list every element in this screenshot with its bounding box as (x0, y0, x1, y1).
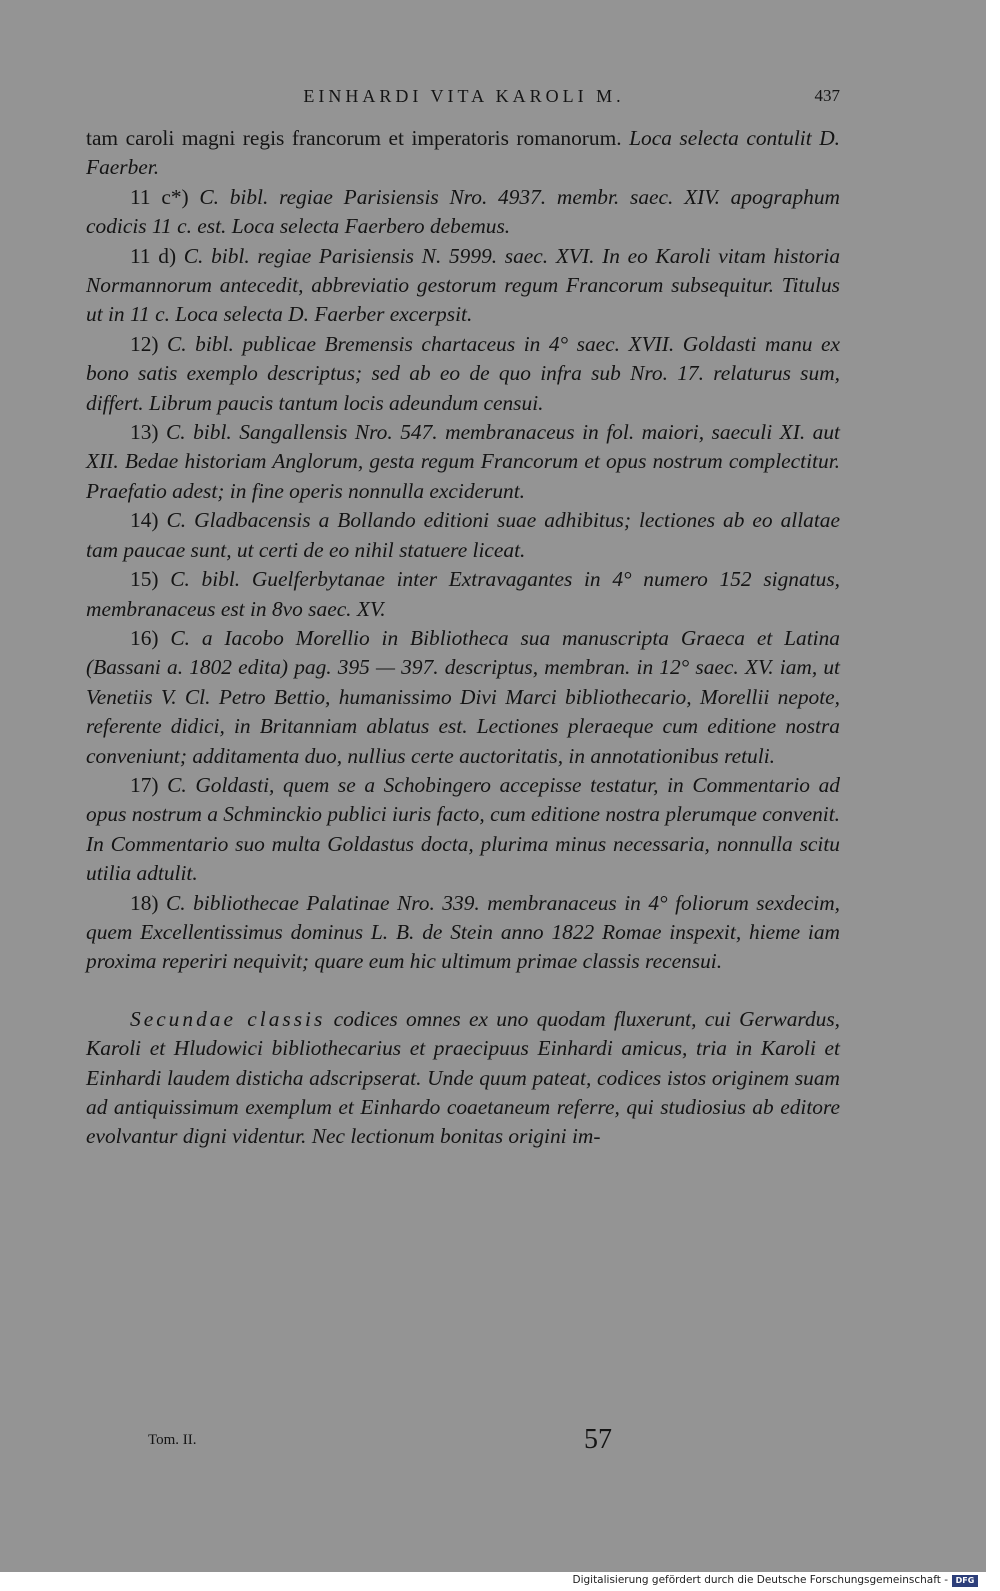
paragraph-italic: C. bibl. publicae Bremensis chartaceus in 4° saec. XVII. Goldasti manu ex bono satis exemplo descriptus; sed ab eo de quo infra sub Nro. 17. relaturus sum, differt. Librum paucis tantum locis adeundum censui. (86, 331, 840, 415)
paragraph-upright: 12) (130, 331, 159, 356)
page-number: 437 (814, 86, 840, 105)
paragraph-italic: C. bibl. Sangallensis Nro. 547. membranaceus in fol. maiori, saeculi XI. aut XII. Bedae historiam Anglorum, gesta regum Francorum et opus nostrum complectitur. Praefatio adest; in fine operis nonnulla exciderunt. (86, 420, 840, 503)
paragraph-italic: C. bibl. regiae Parisiensis Nro. 4937. membr. saec. XIV. apographum codicis 11 c. est. Loca selecta Faerbero debemus. (86, 184, 840, 239)
paragraph (86, 242, 840, 330)
page-footer (88, 1424, 840, 1464)
paragraph-upright: 17) (130, 772, 159, 797)
paragraph (86, 330, 840, 418)
section-gap (86, 977, 840, 1005)
digitization-bar (0, 1572, 1000, 1591)
paragraph (86, 771, 840, 889)
running-title: EINHARDI VITA KAROLI M. (303, 86, 625, 106)
section-heading-words: Secundae classis (130, 1006, 326, 1031)
body-text (86, 124, 840, 1152)
dfg-logo-icon: DFG (952, 1575, 978, 1587)
paragraph (86, 889, 840, 977)
paragraph (86, 565, 840, 624)
paragraph-italic: C. bibliothecae Palatinae Nro. 339. membranaceus in 4° foliorum sexdecim, quem Excellentissimus dominus L. B. de Stein anno 1822 Romae inspexit, hieme iam proxima reperiri nequivit; quare eum hic ultimum primae classis recensui. (86, 890, 840, 974)
paragraph-italic: Loca selecta contulit D. Faerber. (86, 126, 840, 180)
paragraph-italic: C. Gladbacensis a Bollando editioni suae adhibitus; lectiones ab eo allatae tam paucae sunt, ut certi de eo nihil statuere liceat. (86, 508, 840, 562)
paragraph-upright: 16) (130, 625, 159, 650)
paragraph-upright: 14) (130, 508, 159, 533)
signature-mark: 57 (584, 1424, 612, 1455)
paragraph-upright: 13) (130, 420, 159, 445)
page-header (88, 86, 840, 110)
paragraph-italic: C. bibl. regiae Parisiensis N. 5999. saec. XVI. In eo Karoli vitam historia Normannorum antecedit, abbreviatio gestorum regum Francorum subsequitur. Titulus ut in 11 c. Loca selecta D. Faerber excerpsit. (86, 243, 841, 327)
section-paragraph (86, 1005, 840, 1152)
section-text: codices omnes ex uno quodam fluxerunt, cui Gerwardus, Karoli et Hludowici bibliothecarius et praecipuus Einhardi amicus, tria in Karoli et Einhardi laudem disticha adscripserat. Unde quum pateat, codices istos originem suam ad antiquissimum exemplum et Einhardo coaetaneum referre, qui studiosius ab editore evolvantur digni videntur. Nec lectionum bonitas origini im- (86, 1006, 841, 1149)
paragraph-italic: C. a Iacobo Morellio in Bibliotheca sua manuscripta Graeca et Latina (Bassani a. 1802 edita) pag. 395 — 397. descriptus, membran. in 12° saec. XV. iam, ut Venetiis V. Cl. Petro Bettio, humanissimo Divi Marci bibliothecario, Morellii nepote, referente didici, in Britanniam ablatus est. Lectiones pleraeque cum editione nostra conveniunt; additamenta duo, nullius certe auctoritatis, in annotationibus retuli. (86, 625, 840, 768)
paragraph-upright: 11 c*) (130, 184, 189, 209)
paragraph-italic: C. Goldasti, quem se a Schobingero accepisse testatur, in Commentario ad opus nostrum a Schminckio publici iuris facto, cum editione nostra plerumque convenit. In Commentario suo multa Goldastus docta, plurima minus necessaria, nonnulla scitu utilia adtulit. (86, 772, 840, 886)
paragraph-upright: 15) (130, 567, 159, 592)
paragraph-upright: tam caroli magni regis francorum et imperatoris romanorum. (86, 126, 622, 150)
digitization-note: Digitalisierung gefördert durch die Deutsche Forschungsgemeinschaft - (572, 1574, 948, 1586)
paragraph (86, 624, 840, 771)
paragraph-italic: C. bibl. Guelferbytanae inter Extravagantes in 4° numero 152 signatus, membranaceus est in 8vo saec. XV. (86, 567, 840, 621)
paragraph (86, 506, 840, 565)
volume-label: Tom. II. (148, 1432, 197, 1448)
paragraph (86, 124, 840, 183)
paragraph-upright: 18) (130, 890, 159, 915)
paragraph (86, 183, 840, 242)
paragraph (86, 418, 840, 506)
paragraph-upright: 11 d) (130, 243, 177, 268)
